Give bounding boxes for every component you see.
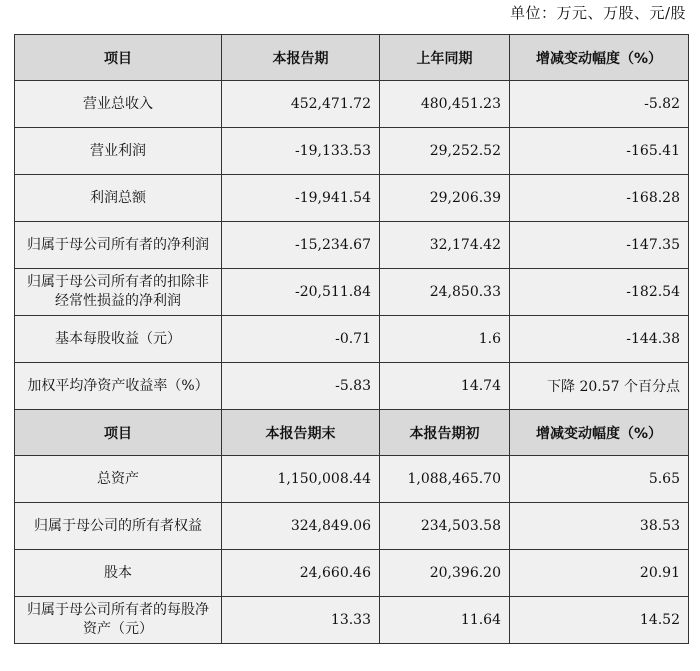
row-prior: 1,088,465.70 <box>380 456 510 503</box>
row-change: -165.41 <box>510 128 689 175</box>
row-item: 基本每股收益（元） <box>15 316 222 363</box>
row-current: -15,234.67 <box>222 222 380 269</box>
row-item: 营业利润 <box>15 128 222 175</box>
section2-header-row <box>15 410 689 456</box>
row-prior: 234,503.58 <box>380 503 510 550</box>
row-change: -168.28 <box>510 175 689 222</box>
row-prior: 14.74 <box>380 363 510 410</box>
table-row <box>15 597 689 644</box>
row-change: 5.65 <box>510 456 689 503</box>
row-current: -0.71 <box>222 316 380 363</box>
table-row <box>15 503 689 550</box>
row-prior: 24,850.33 <box>380 269 510 316</box>
header-item: 项目 <box>15 35 222 81</box>
row-prior: 29,252.52 <box>380 128 510 175</box>
row-change: -5.82 <box>510 81 689 128</box>
row-item: 归属于母公司的所有者权益 <box>15 503 222 550</box>
row-current: 324,849.06 <box>222 503 380 550</box>
table-row <box>15 269 689 316</box>
table-row <box>15 456 689 503</box>
row-current: -5.83 <box>222 363 380 410</box>
row-prior: 480,451.23 <box>380 81 510 128</box>
table-row <box>15 363 689 410</box>
row-change: -147.35 <box>510 222 689 269</box>
unit-note: 单位：万元、万股、元/股 <box>509 4 686 22</box>
row-prior: 32,174.42 <box>380 222 510 269</box>
table-row <box>15 316 689 363</box>
table-row <box>15 222 689 269</box>
row-item: 营业总收入 <box>15 81 222 128</box>
row-change: -144.38 <box>510 316 689 363</box>
header-item: 项目 <box>15 410 222 456</box>
row-prior: 11.64 <box>380 597 510 644</box>
row-prior: 20,396.20 <box>380 550 510 597</box>
row-item: 总资产 <box>15 456 222 503</box>
row-item: 利润总额 <box>15 175 222 222</box>
row-item: 股本 <box>15 550 222 597</box>
header-current-period: 本报告期 <box>222 35 380 81</box>
row-item: 归属于母公司所有者的扣除非经常性损益的净利润 <box>15 269 222 316</box>
table-row <box>15 128 689 175</box>
row-change: 下降 20.57 个百分点 <box>510 363 689 410</box>
row-current: 13.33 <box>222 597 380 644</box>
row-item: 归属于母公司所有者的净利润 <box>15 222 222 269</box>
row-current: 1,150,008.44 <box>222 456 380 503</box>
row-current: -19,941.54 <box>222 175 380 222</box>
row-prior: 1.6 <box>380 316 510 363</box>
row-change: 14.52 <box>510 597 689 644</box>
table-row <box>15 175 689 222</box>
header-period-start: 本报告期初 <box>380 410 510 456</box>
row-item: 归属于母公司所有者的每股净资产（元） <box>15 597 222 644</box>
row-current: 24,660.46 <box>222 550 380 597</box>
row-current: 452,471.72 <box>222 81 380 128</box>
row-prior: 29,206.39 <box>380 175 510 222</box>
financial-table <box>14 34 689 644</box>
row-change: 20.91 <box>510 550 689 597</box>
row-change: 38.53 <box>510 503 689 550</box>
header-change-pct: 增减变动幅度（%） <box>510 35 689 81</box>
header-change-pct: 增减变动幅度（%） <box>510 410 689 456</box>
row-change: -182.54 <box>510 269 689 316</box>
row-current: -19,133.53 <box>222 128 380 175</box>
row-current: -20,511.84 <box>222 269 380 316</box>
row-item: 加权平均净资产收益率（%） <box>15 363 222 410</box>
table-row <box>15 81 689 128</box>
header-prior-period: 上年同期 <box>380 35 510 81</box>
header-period-end: 本报告期末 <box>222 410 380 456</box>
section1-header-row <box>15 35 689 81</box>
table-row <box>15 550 689 597</box>
